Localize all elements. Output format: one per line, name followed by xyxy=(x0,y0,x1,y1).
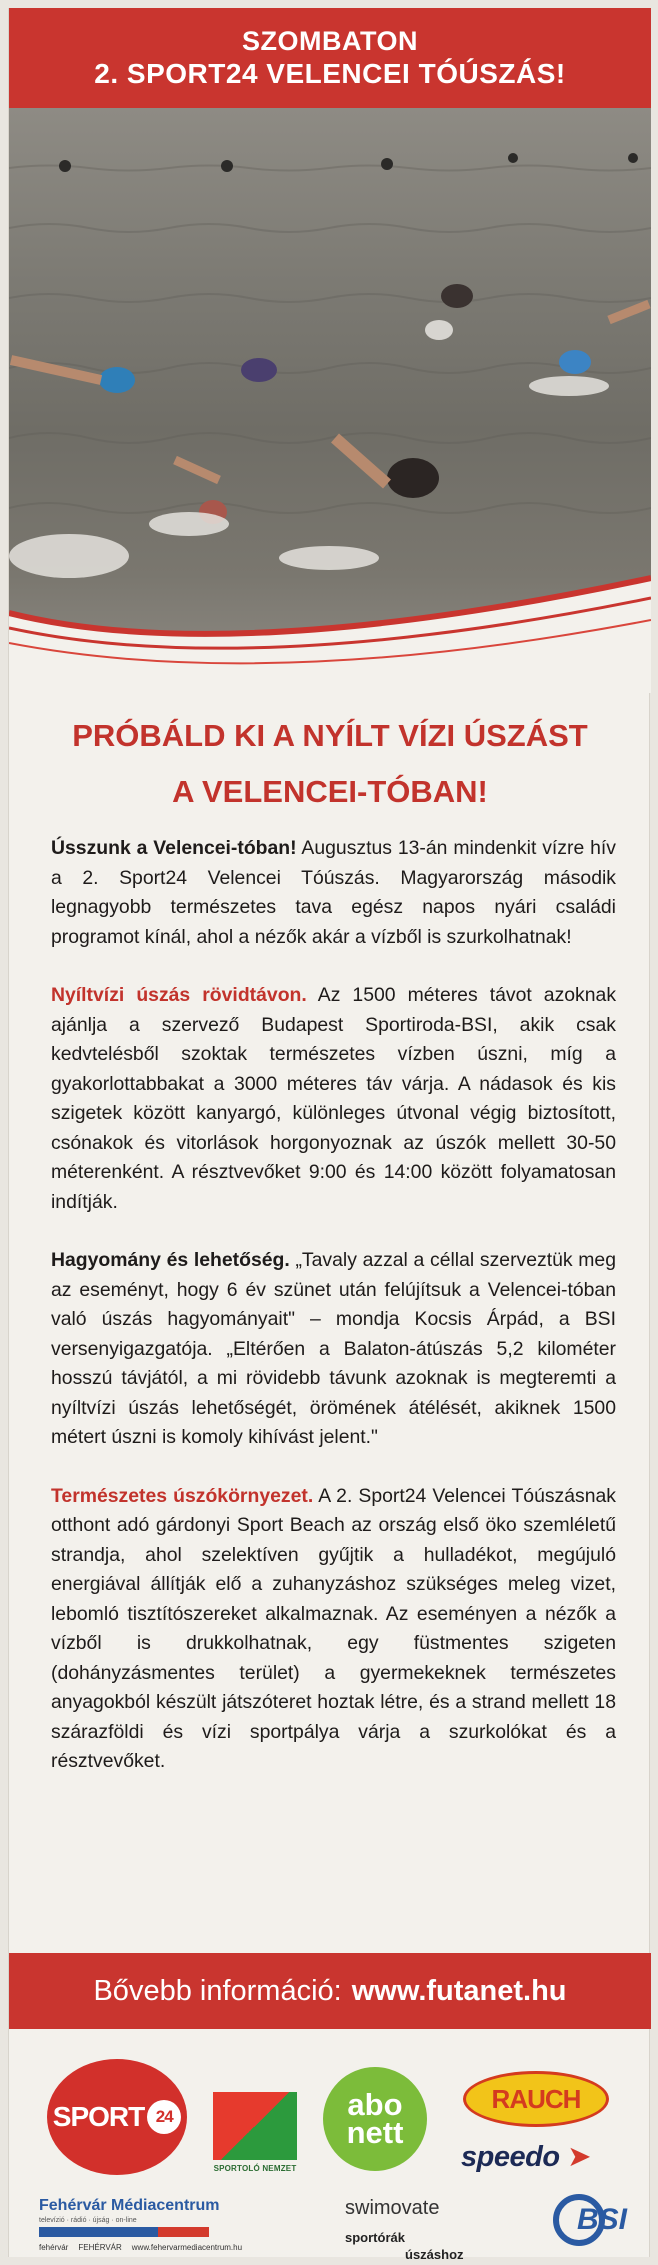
fmc-title: Fehérvár Médiacentrum xyxy=(39,2197,220,2214)
paragraph-lead: Ússzunk a Velencei-tóban! xyxy=(51,837,297,859)
speedo-text: speedo xyxy=(461,2141,560,2173)
banner-line-2: 2. SPORT24 VELENCEI TÓÚSZÁS! xyxy=(94,58,566,89)
fmc-row xyxy=(39,2243,249,2252)
paragraph-lead: Természetes úszókörnyezet. xyxy=(51,1484,314,1507)
advertisement-page xyxy=(8,8,650,2262)
info-url-link[interactable]: www.futanet.hu xyxy=(351,1974,567,2007)
abonett-line-2: nett xyxy=(346,2115,404,2150)
fmc-color-bar xyxy=(39,2227,209,2237)
banner-line-1: SZOMBATON xyxy=(242,26,418,56)
sportolo-caption: SPORTOLÓ NEMZET xyxy=(213,2164,297,2173)
bsi-logo xyxy=(521,2189,627,2251)
info-bar xyxy=(9,1953,651,2029)
swimmers-illustration xyxy=(9,108,651,693)
rauch-text: RAUCH xyxy=(491,2083,581,2114)
top-banner xyxy=(9,8,651,108)
speedo-boomerang-icon: ➤ xyxy=(567,2141,591,2173)
article-body xyxy=(51,834,616,1806)
fmc-row-item: FEHÉRVÁR xyxy=(78,2243,122,2252)
paragraph-text: „Tavaly azzal a céllal szerveztük meg az eseményt, hogy 6 év szünet után felújítsuk a Velencei-tóban való úszás hagyományait" – mondja Kocsis Árpád, a BSI versenyigazgatója. „Eltérően a Balaton-átúszás 5,2 kilométer hosszú távjától, a mi rövidebb távunk azoknak is megteremti a nyíltvízi úszás lehetőségét, örömének átélését, akiknek 1500 métert úszni is komoly kihívást jelent." xyxy=(51,1249,616,1448)
info-label: Bővebb információ: xyxy=(93,1974,342,2007)
sport24-number: 24 xyxy=(147,2100,181,2134)
paragraph-intro xyxy=(51,834,616,952)
sportolo-nemzet-logo xyxy=(207,2077,303,2173)
paragraph-lead: Hagyomány és lehetőség. xyxy=(51,1249,290,1271)
abonett-logo xyxy=(323,2067,427,2171)
bsi-text: BSI xyxy=(576,2203,627,2236)
main-heading-line-2: A VELENCEI-TÓBAN! xyxy=(172,774,488,809)
abonett-line-1: abo xyxy=(347,2087,403,2122)
paragraph-text: Augusztus 13-án mindenkit vízre hív a 2. Sport24 Velencei Tóúszás. Magyarország második legnagyobb természetes tava egész napos nyári családi programot kínál, ahol a nézők akár a vízből is szurkolhatnak! xyxy=(51,837,616,948)
speedo-logo xyxy=(461,2139,641,2175)
rauch-logo xyxy=(463,2071,609,2127)
sport24-logo xyxy=(47,2059,187,2175)
swimovate-text: swimovate xyxy=(345,2197,440,2219)
fehervar-mediacentrum-logo xyxy=(39,2197,249,2253)
main-heading-line-1: PRÓBÁLD KI A NYÍLT VÍZI ÚSZÁST xyxy=(72,718,588,753)
paragraph-environment xyxy=(51,1482,616,1777)
sportolo-figure-icon xyxy=(213,2092,297,2160)
paragraph-lead: Nyíltvízi úszás rövidtávon. xyxy=(51,984,307,1006)
paragraph-tradition xyxy=(51,1246,616,1453)
sponsor-logos xyxy=(9,2029,651,2262)
sport24-text: SPORT xyxy=(52,2101,145,2132)
swimovate-tagline-1: sportórák xyxy=(345,2230,405,2245)
paragraph-text: A 2. Sport24 Velencei Tóúszásnak otthont adó gárdonyi Sport Beach az ország első öko szemléletű strandja, ahol szelektíven gyűjtik a hulladékot, megújuló energiával állítják elő a zuhanyzáshoz szükséges meleg vizet, lebomló tisztítószereket alkalmaznak. Az eseményen a nézők a vízből is drukkolhatnak, egy füstmentes szigeten (dohányzásmentes terület) a gyermekeknek természetes anyagokból készült játszóteret hoztak létre, és a strand mellett 18 szárazföldi és vízi sportpálya várja a szurkolókat és a résztvevőket. xyxy=(51,1484,616,1772)
fmc-subtitle: televízió · rádió · újság · on-line xyxy=(39,2217,137,2224)
main-heading xyxy=(9,708,651,820)
fmc-row-item: fehérvár xyxy=(39,2243,69,2252)
fmc-row-item: www.fehervarmediacentrum.hu xyxy=(131,2243,243,2252)
swimovate-tagline-2: úszáshoz xyxy=(405,2247,464,2262)
swimovate-logo xyxy=(345,2197,485,2262)
paragraph-short-distance xyxy=(51,981,616,1217)
swimmers-photo xyxy=(9,108,651,693)
paragraph-text: Az 1500 méteres távot azoknak ajánlja a szervező Budapest Sportiroda-BSI, akik csak kedvtelésből szoktak természetes vízben úszni, míg a gyakorlottabbakat a 3000 méteres táv várja. A nádasok és kis szigetek között kanyargó, különleges útvonal végig biztosított, csónakok és vitorlások horgonyoznak az úszók mellett 30-50 méterenként. A résztvevőket 9:00 és 14:00 között folyamatosan indítják. xyxy=(51,984,617,1213)
